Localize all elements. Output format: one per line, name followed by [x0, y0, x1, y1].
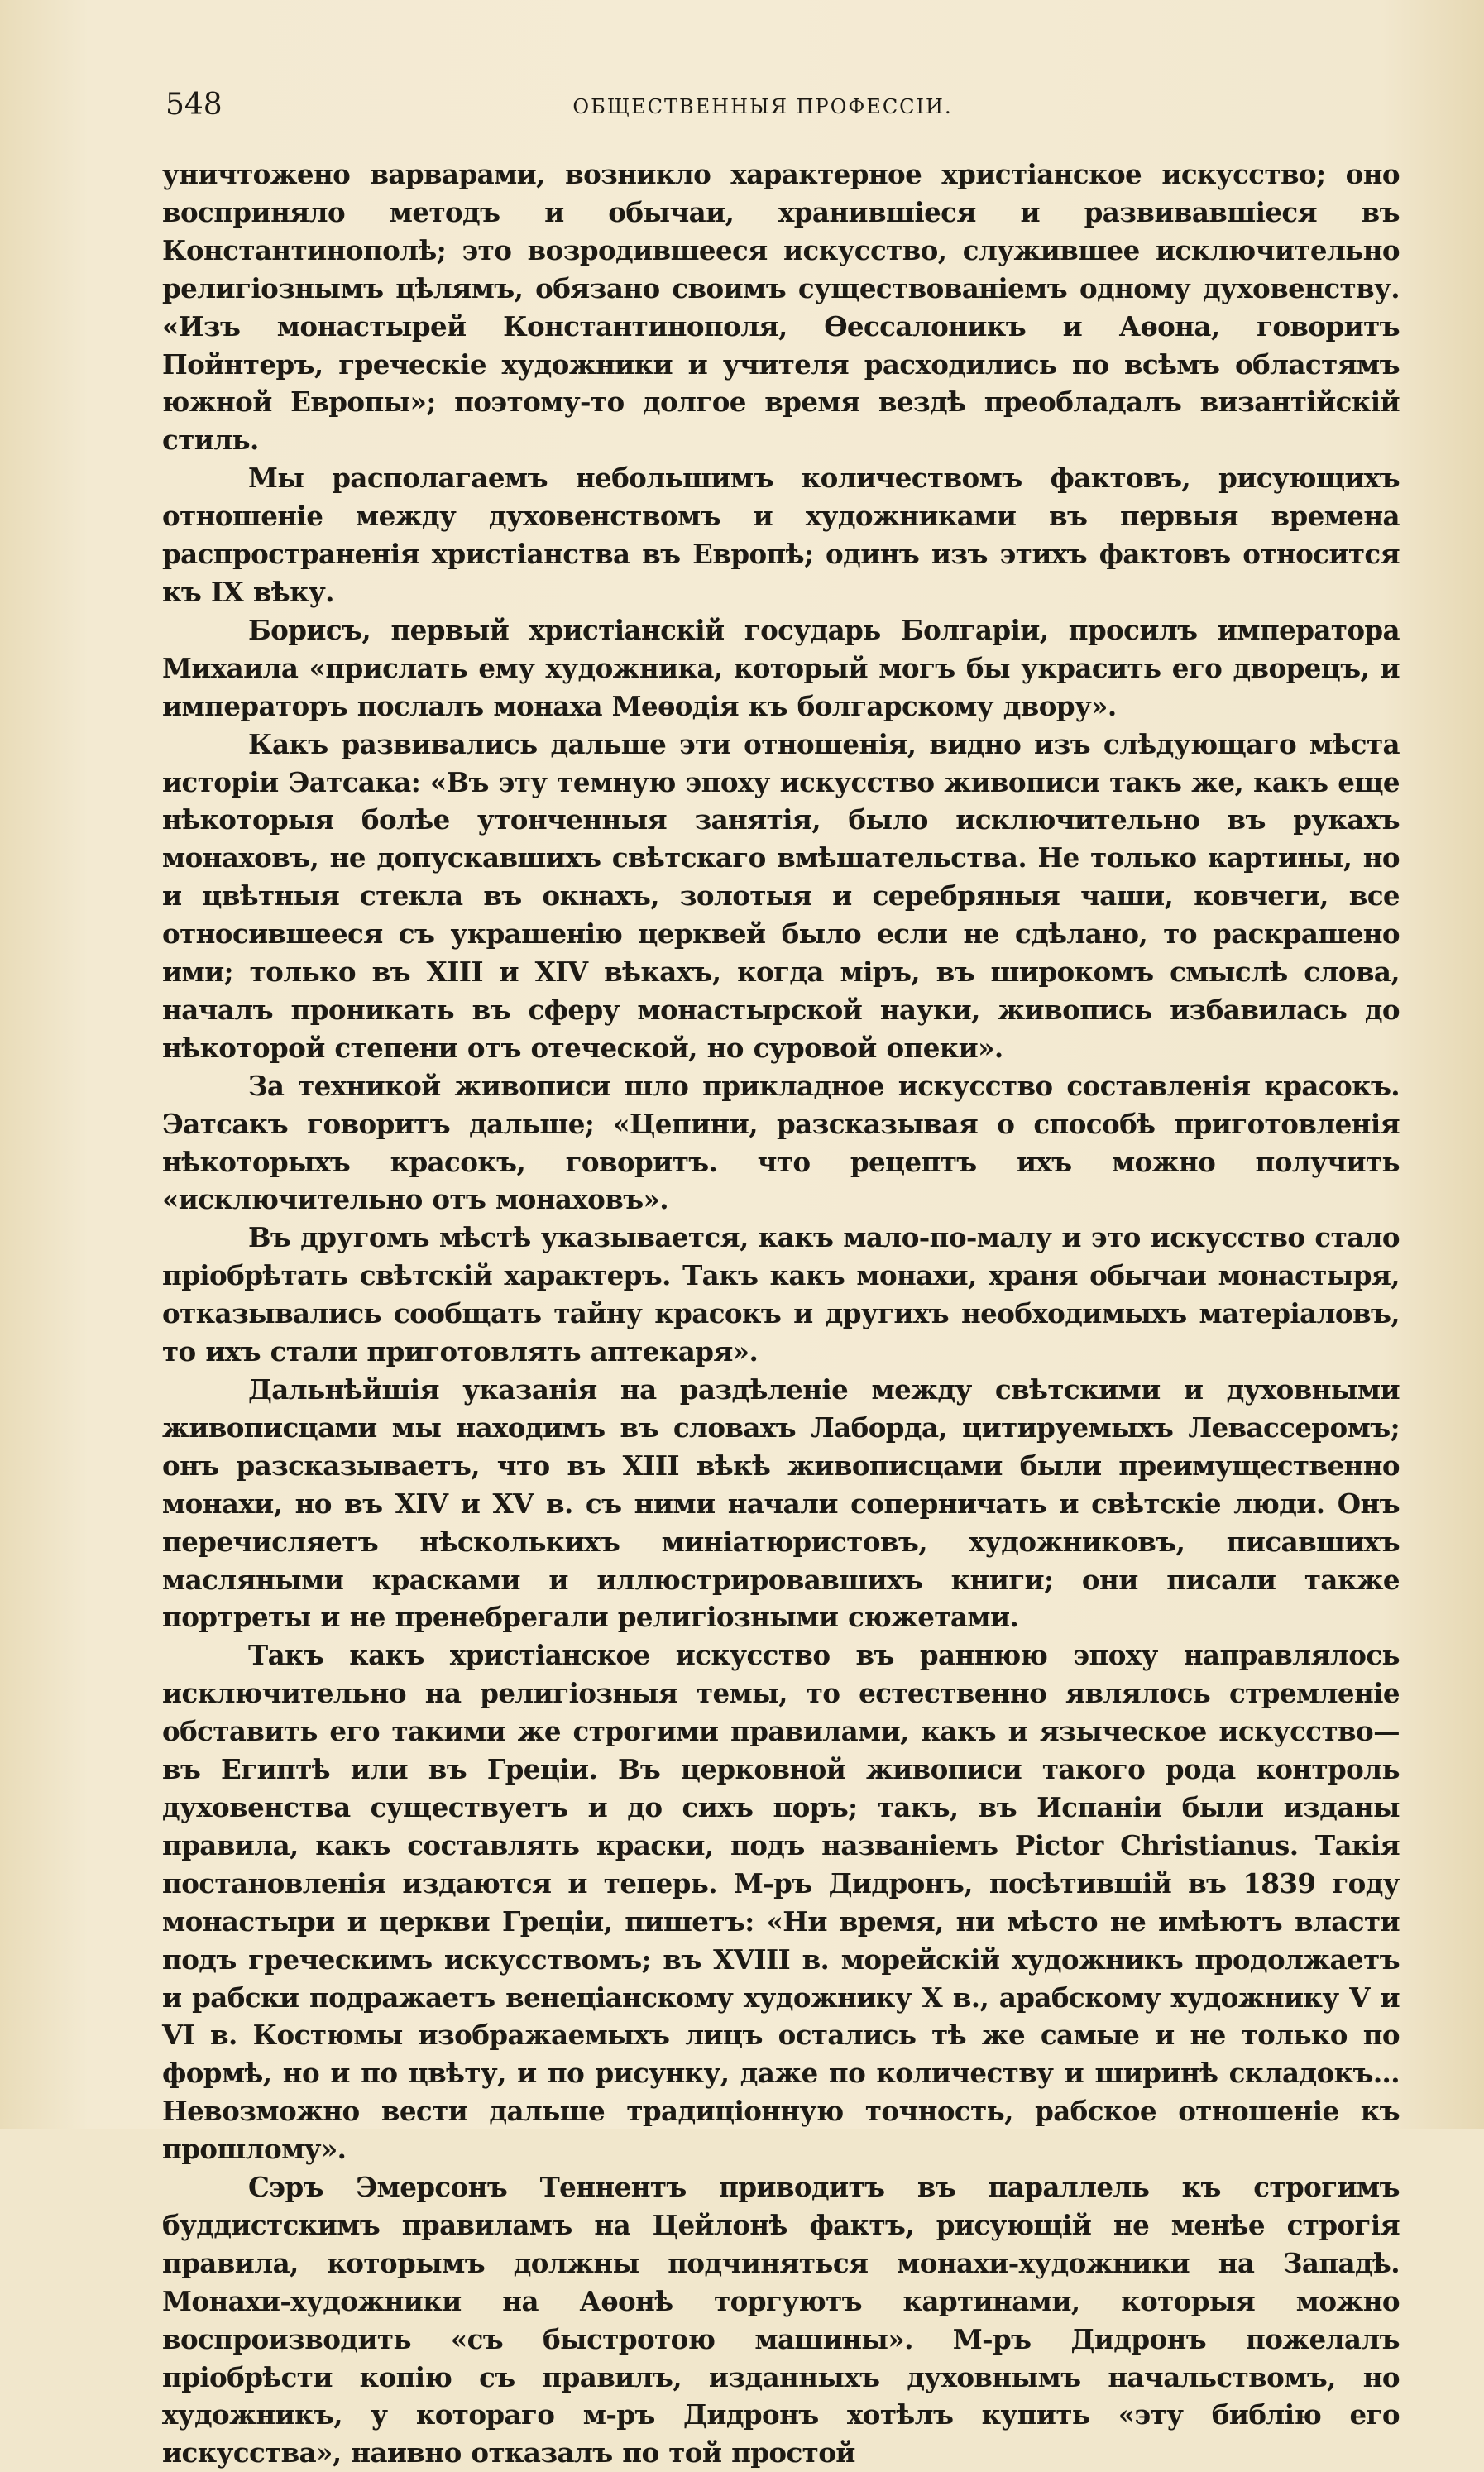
paragraph: Сэръ Эмерсонъ Теннентъ приводитъ въ параллель къ строгимъ буддистскимъ правиламъ на Цейлонѣ фактъ, рисующій не менѣе строгія правила, которымъ должны подчиняться монахи-художники на Западѣ. Монахи-художники на Аѳонѣ торгуютъ картинами, которыя можно воспроизводить «съ быстротою машины». М-ръ Дидронъ пожелалъ пріобрѣсти копію съ правилъ, изданныхъ духовнымъ начальствомъ, но художникъ, у котораго м-ръ Дидронъ хотѣлъ купить «эту библію его искусства», наивно отказалъ по той простой: [162, 2171, 1400, 2470]
page-number: 548: [165, 88, 223, 122]
paragraph: Борисъ, первый христіанскій государь Болгаріи, просилъ императора Михаила «прислать ему художника, который могъ бы украсить его дворецъ, и императоръ послалъ монаха Меѳодія къ болгарскому двору».: [162, 613, 1400, 722]
paragraph: За техникой живописи шло прикладное искусство составленія красокъ. Эатсакъ говоритъ дальше; «Цепини, разсказывая о способѣ приготовленія нѣкоторыхъ красокъ, говоритъ. что рецептъ ихъ можно получить «исключительно отъ монаховъ».: [162, 1069, 1400, 1216]
paragraph: Какъ развивались дальше эти отношенія, видно изъ слѣдующаго мѣста исторіи Эатсака: «Въ эту темную эпоху искусство живописи такъ же, какъ еще нѣкоторыя болѣе утонченныя занятія, было исключительно въ рукахъ монаховъ, не допускавшихъ свѣтскаго вмѣшательства. Не только картины, но и цвѣтныя стекла въ окнахъ, золотыя и серебряныя чаши, ковчеги, все относившееся съ украшенію церквей было если не сдѣлано, то раскрашено ими; только въ XIII и XIV вѣкахъ, когда міръ, въ широкомъ смыслѣ слова, началъ проникать въ сферу монастырской науки, живопись избавилась до нѣкоторой степени отъ отеческой, но суровой опеки».: [162, 727, 1400, 1064]
paragraph: Мы располагаемъ небольшимъ количествомъ фактовъ, рисующихъ отношеніе между духовенствомъ и художниками въ первыя времена распространенія христіанства въ Европѣ; одинъ изъ этихъ фактовъ относится къ IX вѣку.: [162, 462, 1400, 608]
page-header: [165, 85, 1360, 125]
paragraph-continuation: уничтожено варварами, возникло характерное христіанское искусство; оно восприняло методъ и обычаи, хранившіеся и развивавшіеся въ Константинополѣ; это возродившееся искусство, служившее исключительно религіознымъ цѣлямъ, обязано своимъ существованіемъ одному духовенству. «Изъ монастырей Константинополя, Ѳессалоникъ и Аѳона, говоритъ Пойнтеръ, греческіе художники и учителя расходились по всѣмъ областямъ южной Европы»; поэтому-то долгое время вездѣ преобладалъ византійскій стиль.: [162, 158, 1400, 457]
paragraph: Такъ какъ христіанское искусство въ раннюю эпоху направлялось исключительно на религіозныя темы, то естественно являлось стремленіе обставить его такими же строгими правилами, какъ и языческое искусство—въ Египтѣ или въ Греціи. Въ церковной живописи такого рода контроль духовенства существуетъ и до сихъ поръ; такъ, въ Испаніи были изданы правила, какъ составлять краски, подъ названіемъ Pictor Christianus. Такія постановленія издаются и теперь. М-ръ Дидронъ, посѣтившій въ 1839 году монастыри и церкви Греціи, пишетъ: «Ни время, ни мѣсто не имѣютъ власти подъ греческимъ искусствомъ; въ XVIII в. морейскій художникъ продолжаетъ и рабски подражаетъ венеціанскому художнику X в., арабскому художнику V и VI в. Костюмы изображаемыхъ лицъ остались тѣ же самые и не только по формѣ, но и по цвѣту, и по рисунку, даже по количеству и ширинѣ складокъ... Невозможно вести дальше традиціонную точность, рабское отношеніе къ прошлому».: [162, 1639, 1400, 2166]
body-text: [162, 156, 1400, 2472]
paragraph: Дальнѣйшія указанія на раздѣленіе между свѣтскими и духовными живописцами мы находимъ въ словахъ Лаборда, цитируемыхъ Левассеромъ; онъ разсказываетъ, что въ XIII вѣкѣ живописцами были преимущественно монахи, но въ XIV и XV в. съ ними начали соперничать и свѣтскіе люди. Онъ перечисляетъ нѣсколькихъ миніатюристовъ, художниковъ, писавшихъ масляными красками и иллюстрировавшихъ книги; они писали также портреты и не пренебрегали религіозными сюжетами.: [162, 1373, 1400, 1634]
running-head: ОБЩЕСТВЕННЫЯ ПРОФЕССІИ.: [572, 95, 953, 118]
paragraph: Въ другомъ мѣстѣ указывается, какъ мало-по-малу и это искусство стало пріобрѣтать свѣтскій характеръ. Такъ какъ монахи, храня обычаи монастыря, отказывались сообщать тайну красокъ и другихъ необходимыхъ матеріаловъ, то ихъ стали приготовлять аптекаря».: [162, 1221, 1400, 1368]
